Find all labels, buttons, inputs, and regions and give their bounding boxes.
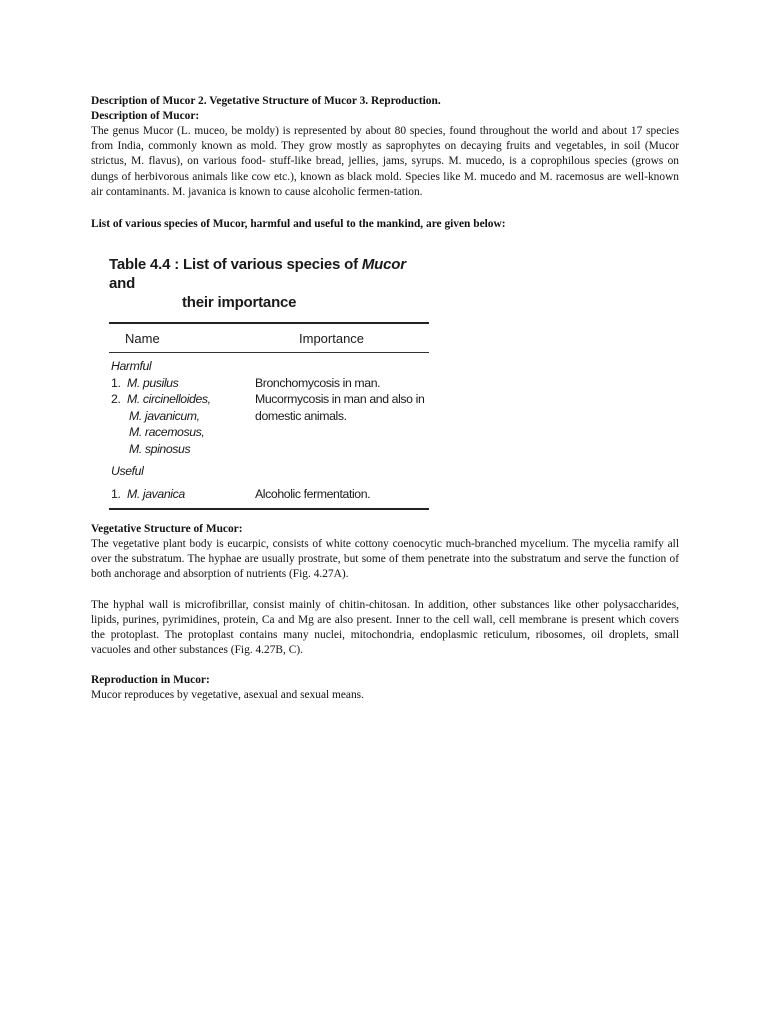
table-title-prefix: Table 4.4 : List of various species of: [109, 256, 362, 273]
table-body: [109, 353, 429, 508]
table-row: [109, 375, 429, 392]
document-body-lower: [91, 522, 679, 704]
column-header-name: Name: [125, 330, 160, 346]
species-name: M. racemosus,: [129, 425, 205, 439]
species-importance-cont: domestic animals.: [255, 408, 347, 423]
table-row: [109, 391, 429, 457]
species-name: M. pusilus: [127, 375, 179, 390]
table-row: [109, 486, 429, 503]
vegetative-paragraph-2: The hyphal wall is microfibrillar, consist mainly of chitin-chitosan. In addition, other substances like other polysaccharides, lipids, purines, pyrimidines, protein, Ca and Mg are also present. Inner to the cell wall, cell membrane is present which covers the protoplast. The protoplast contains many nuclei, mitochondria, endoplasmic reticulum, ribosomes, oil droplets, small vacuoles and other substances (Fig. 4.27B, C).: [91, 598, 679, 657]
species-name: M. circinelloides,: [127, 392, 211, 406]
reproduction-paragraph: Mucor reproduces by vegetative, asexual and sexual means.: [91, 689, 364, 702]
table-title-italic: Mucor: [361, 256, 406, 273]
description-heading: Description of Mucor:: [91, 110, 200, 122]
table-title-suffix: and: [109, 275, 136, 292]
species-list-intro: List of various species of Mucor, harmful and useful to the mankind, are given below:: [91, 218, 506, 231]
vegetative-paragraph-1: The vegetative plant body is eucarpic, consists of white cottony coenocytic much-branched mycelium. The mycelia ramify all over the substratum. The hyphae are usually prostrate, but some of them penetrate into the substratum and serve the function of both anchorage and absorption of nutrients (Fig. 4.27A).: [91, 538, 679, 581]
table-header-row: [109, 324, 429, 352]
vegetative-heading: Vegetative Structure of Mucor:: [91, 523, 243, 535]
species-importance: Alcoholic fermentation.: [255, 486, 371, 501]
group-label-harmful: Harmful: [111, 359, 152, 373]
species-name: M. javanicum,: [129, 408, 200, 423]
row-number: 2.: [111, 392, 121, 406]
description-paragraph: The genus Mucor (L. muceo, be moldy) is represented by about 80 species, found throughout the world and about 17 species from India, commonly known as mold. They grow mostly as saprophytes on decaying fruits and vegetables, in soil (Mucor strictus, M. flavus), on various food- stuff-like bread, jellies, jams, syrups. M. mucedo, is a coprophilous species (grows on dungs of herbivorous animals like cow etc.), known as black mold. Species like M. mucedo and M. racemosus are well-known air contaminants. M. javanica is known to cause alcoholic fermen-tation.: [91, 125, 679, 198]
species-name: M. spinosus: [129, 441, 191, 456]
row-number: 1.: [111, 375, 121, 390]
species-table: [109, 255, 429, 510]
document-body: [91, 94, 679, 232]
reproduction-heading: Reproduction in Mucor:: [91, 674, 210, 687]
table-title: [109, 255, 429, 312]
table-bottom-rule: [109, 508, 429, 510]
table-title-line2: their importance: [182, 294, 297, 311]
toc-line: Description of Mucor 2. Vegetative Structure of Mucor 3. Reproduction.: [91, 95, 441, 107]
species-name: M. javanica: [127, 486, 185, 501]
row-number: 1.: [111, 486, 121, 501]
species-importance: Bronchomycosis in man.: [255, 375, 381, 390]
group-label-useful: Useful: [111, 464, 144, 478]
species-importance: Mucormycosis in man and also in: [255, 392, 425, 406]
column-header-importance: Importance: [299, 330, 365, 346]
